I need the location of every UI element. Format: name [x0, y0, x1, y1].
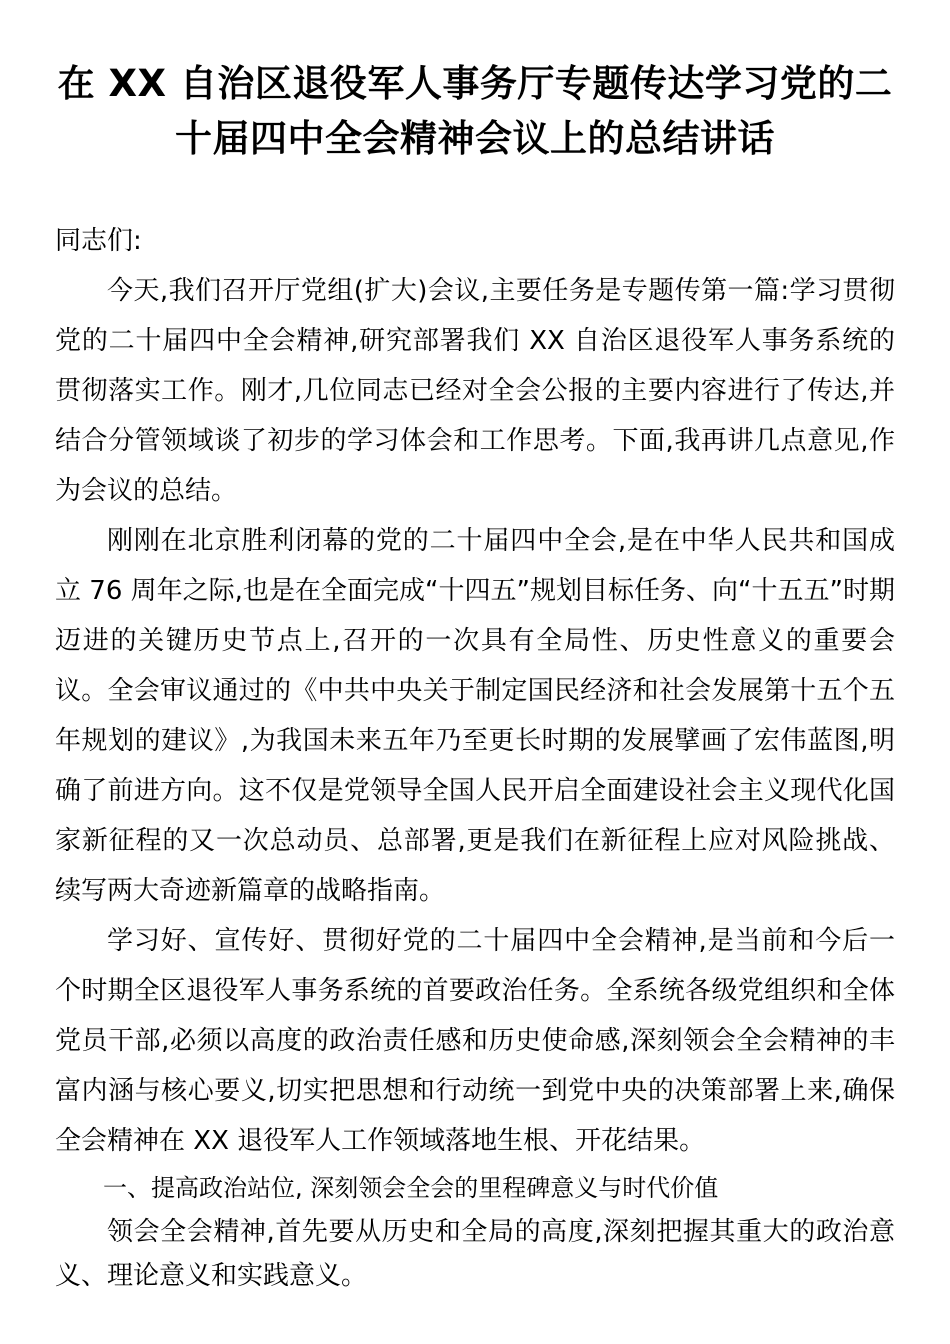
- section-body-1: 领会全会精神,首先要从历史和全局的高度,深刻把握其重大的政治意义、理论意义和实践意义。: [55, 1217, 895, 1291]
- body-paragraph-3: 学习好、宣传好、贯彻好党的二十届四中全会精神,是当前和今后一个时期全区退役军人事务系统的首要政治任务。全系统各级党组织和全体党员干部,必须以高度的政治责任感和历史使命感,深刻领会全会精神的丰富内涵与核心要义,切实把思想和行动统一到党中央的决策部署上来,确保全会精神在 XX 退役军人工作领域落地生根、开花结果。: [55, 926, 895, 1156]
- page-title: 在 XX 自治区退役军人事务厅专题传达学习党的二十届四中全会精神会议上的总结讲话: [57, 62, 893, 160]
- body-paragraph-2: 刚刚在北京胜利闭幕的党的二十届四中全会,是在中华人民共和国成立 76 周年之际,也是在全面完成“十四五”规划目标任务、向“十五五”时期迈进的关键历史节点上,召开的一次具有全局性、历史性意义的重要会议。全会审议通过的《中共中央关于制定国民经济和社会发展第十五个五年规划的建议》,为我国未来五年乃至更长时期的发展擘画了宏伟蓝图,明确了前进方向。这不仅是党领导全国人民开启全面建设社会主义现代化国家新征程的又一次总动员、总部署,更是我们在新征程上应对风险挑战、续写两大奇迹新篇章的战略指南。: [55, 526, 895, 906]
- body-paragraph-1: 今天,我们召开厅党组(扩大)会议,主要任务是专题传第一篇:学习贯彻党的二十届四中全会精神,研究部署我们 XX 自治区退役军人事务系统的贯彻落实工作。刚才,几位同志已经对全会公报的主要内容进行了传达,并结合分管领域谈了初步的学习体会和工作思考。下面,我再讲几点意见,作为会议的总结。: [55, 276, 895, 506]
- document-content: [55, 0, 895, 1298]
- section-heading-1: 一、提高政治站位, 深刻领会全会的里程碑意义与时代价值: [103, 1174, 719, 1202]
- salutation: 同志们:: [55, 226, 142, 256]
